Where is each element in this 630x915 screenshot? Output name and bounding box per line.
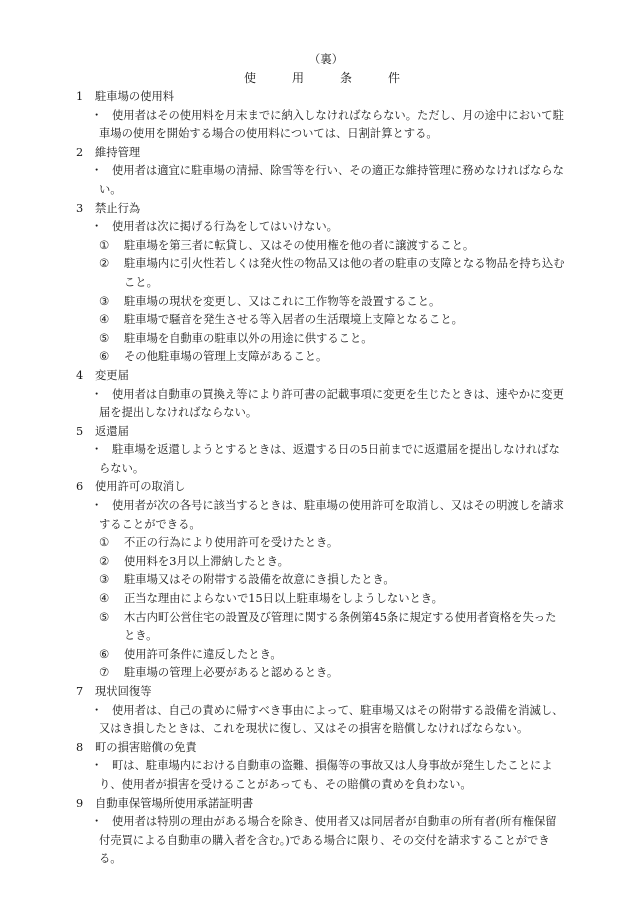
section-number: 9 [76, 796, 84, 810]
section-heading [0, 683, 630, 702]
item-number: ② [99, 257, 110, 271]
section-title: 返還届 [95, 424, 129, 438]
item-number: ① [99, 238, 110, 252]
bullet-dot-icon: ・ [91, 387, 103, 401]
item-text: 駐車場で騒音を発生させる等入居者の生活環境上支障となること。 [124, 313, 463, 327]
document-subtitle: （裏） [308, 52, 344, 66]
item-text: 駐車場を自動車の駐車以外の用途に供すること。 [124, 331, 373, 345]
section-heading [0, 144, 630, 163]
item-text: 駐車場を第三者に転貸し、又はその使用権を他の者に譲渡すること。 [124, 238, 475, 252]
item-number: ① [99, 536, 110, 550]
list-item [0, 646, 630, 665]
item-text: 駐車場の管理上必要があると認めるとき。 [124, 666, 339, 680]
section-title: 禁止行為 [95, 201, 141, 215]
section-paragraph [0, 813, 630, 869]
bullet-dot-icon: ・ [91, 499, 103, 513]
item-number: ⑥ [99, 350, 110, 364]
section-paragraph [0, 497, 630, 534]
item-number: ④ [99, 313, 110, 327]
bullet-dot-icon: ・ [91, 164, 103, 178]
list-item [0, 534, 630, 553]
section-paragraph [0, 757, 630, 794]
paragraph-text: 使用者は特別の理由がある場合を除き、使用者又は同居者が自動車の所有者(所有権保留付売買による自動車の購入者を含む。)である場合に限り、その交付を請求することができる。 [99, 815, 557, 866]
list-item [0, 571, 630, 590]
bullet-dot-icon: ・ [91, 220, 103, 234]
section-title: 現状回復等 [95, 685, 152, 698]
section-number: 3 [76, 201, 84, 215]
section-paragraph [0, 702, 630, 739]
list-item [0, 330, 630, 349]
paragraph-text: 駐車場を返還しようとするときは、返還する日の5日前までに返還届を提出しなければならない。 [99, 443, 560, 475]
section-paragraph [0, 162, 630, 199]
section-title: 自動車保管場所使用承諾証明書 [95, 796, 254, 810]
section-title: 町の損害賠償の免責 [95, 740, 197, 754]
list-item [0, 664, 630, 683]
paragraph-text: 使用者は次に掲げる行為をしてはいけない。 [112, 220, 338, 234]
section-number: 6 [76, 480, 84, 494]
list-item [0, 293, 630, 312]
list-item [0, 590, 630, 609]
list-item [0, 255, 630, 292]
section-number: 4 [76, 368, 84, 382]
item-number: ⑤ [99, 331, 110, 345]
item-text: その他駐車場の管理上支障があること。 [124, 350, 328, 364]
section-heading [0, 200, 630, 219]
item-number: ③ [99, 294, 110, 308]
section-paragraph [0, 386, 630, 423]
item-number: ⑤ [99, 610, 110, 624]
section-heading [0, 739, 630, 758]
item-text: 木古内町公営住宅の設置及び管理に関する条例第45条に規定する使用者資格を失ったとき。 [124, 610, 557, 643]
paragraph-text: 使用者は適宜に駐車場の清掃、除雪等を行い、その適正な維持管理に務めなければならない。 [99, 164, 564, 196]
paragraph-text: 使用者はその使用料を月末までに納入しなければならない。ただし、月の途中において駐車場の使用を開始する場合の使用料については、日割計算とする。 [99, 108, 564, 141]
section-number: 2 [76, 145, 84, 159]
document-title: 使 用 条 件 [243, 71, 400, 85]
item-text: 駐車場内に引火性若しくは発火性の物品又は他の者の駐車の支障となる物品を持ち込むこと。 [124, 257, 565, 289]
list-item [0, 237, 630, 256]
item-number: ⑦ [99, 666, 110, 680]
section-number: 7 [76, 685, 84, 698]
section-number: 1 [76, 90, 84, 103]
section-paragraph [0, 441, 630, 478]
list-item [0, 609, 630, 646]
section-title: 変更届 [95, 368, 129, 382]
section-heading [0, 478, 630, 497]
item-number: ② [99, 554, 110, 568]
paragraph-text: 使用者は、自己の責めに帰すべき事由によって、駐車場又はその附帯する設備を消滅し、又はき損したときは、これを現状に復し、又はその損害を賠償しなければならない。 [99, 703, 564, 736]
item-number: ③ [99, 573, 110, 587]
item-text: 駐車場又はその附帯する設備を故意にき損したとき。 [124, 573, 395, 587]
section-title: 維持管理 [95, 145, 141, 159]
bullet-dot-icon: ・ [91, 443, 103, 457]
section-number: 5 [76, 424, 84, 438]
bullet-dot-icon: ・ [91, 759, 103, 773]
conditions-body [0, 88, 630, 869]
section-paragraph [0, 107, 630, 144]
item-text: 使用許可条件に違反したとき。 [124, 647, 282, 661]
section-title: 使用許可の取消し [95, 480, 186, 494]
section-heading [0, 795, 630, 814]
paragraph-text: 使用者が次の各号に該当するときは、駐車場の使用許可を取消し、又はその明渡しを請求することができる。 [99, 499, 564, 531]
list-item [0, 348, 630, 367]
item-number: ⑥ [99, 647, 110, 661]
bullet-dot-icon: ・ [91, 703, 103, 717]
item-number: ④ [99, 592, 110, 606]
section-paragraph [0, 218, 630, 237]
bullet-dot-icon: ・ [91, 815, 103, 829]
section-title: 駐車場の使用料 [95, 90, 175, 103]
paragraph-text: 使用者は自動車の買換え等により許可書の記載事項に変更を生じたときは、速やかに変更届を提出しなければならない。 [99, 387, 564, 420]
item-text: 駐車場の現状を変更し、又はこれに工作物等を設置すること。 [124, 294, 441, 308]
section-heading [0, 88, 630, 107]
item-text: 使用料を3月以上滞納したとき。 [124, 554, 289, 568]
section-heading [0, 423, 630, 442]
list-item [0, 553, 630, 572]
list-item [0, 311, 630, 330]
bullet-dot-icon: ・ [91, 108, 103, 122]
item-text: 正当な理由によらないで15日以上駐車場をしようしないとき。 [124, 592, 443, 606]
item-text: 不正の行為により使用許可を受けたとき。 [124, 536, 339, 550]
section-heading [0, 367, 630, 386]
section-number: 8 [76, 740, 84, 754]
paragraph-text: 町は、駐車場内における自動車の盗難、損傷等の事故又は人身事故が発生したことにより、使用者が損害を受けることがあっても、その賠償の責めを負わない。 [99, 759, 553, 791]
